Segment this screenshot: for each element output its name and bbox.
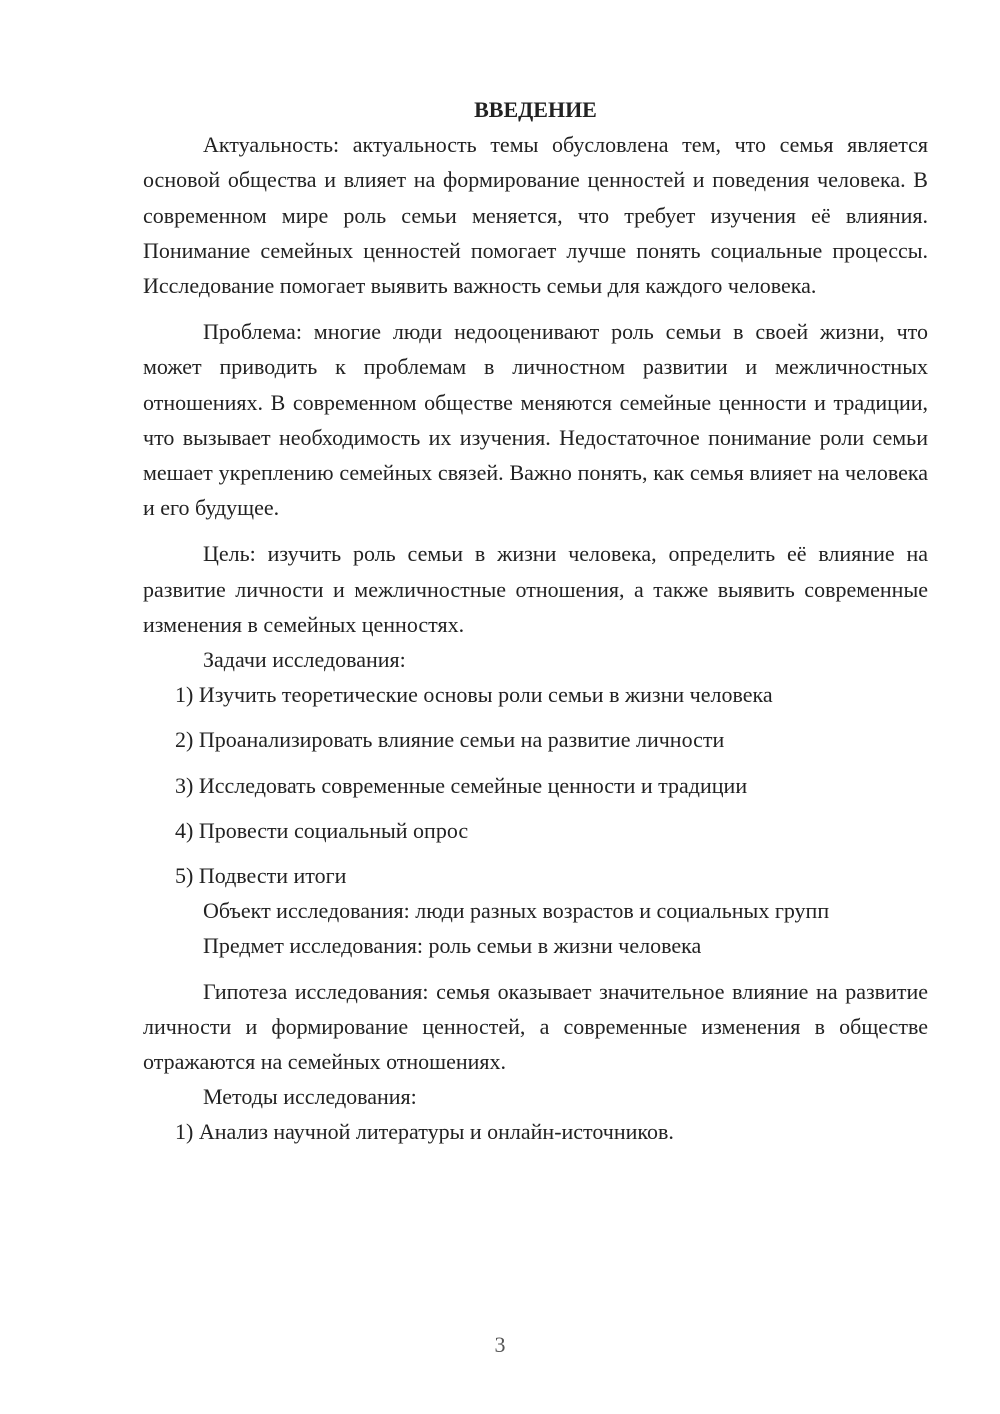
tasks-list [143,677,928,893]
problem-paragraph: Проблема: многие люди недооценивают роль семьи в своей жизни, что может приводить к проблемам в личностном развитии и межличностных отношениях. В современном обществе меняются семейные ценности и традиции, что вызывает необходимость их изучения. Недостаточное понимание роли семьи мешает укреплению семейных связей. Важно понять, как семья влияет на человека и его будущее. [143,319,928,521]
section-title: ВВЕДЕНИЕ [474,97,597,122]
task-item: 3) Исследовать современные семейные ценности и традиции [175,772,748,798]
method-item: 1) Анализ научной литературы и онлайн-источников. [175,1119,674,1145]
methods-heading: Методы исследования: [203,1084,417,1110]
page-number: 3 [494,1332,506,1357]
research-object: Объект исследования: люди разных возрастов и социальных групп [203,898,830,924]
task-item: 5) Подвести итоги [175,863,347,889]
methods-list [143,1114,928,1149]
relevance-paragraph: Актуальность: актуальность темы обусловлена тем, что семья является основой общества и влияет на формирование ценностей и поведения человека. В современном мире роль семьи меняется, что требует изучения её влияния. Понимание семейных ценностей помогает лучше понять социальные процессы. Исследование помогает выявить важность семьи для каждого человека. [143,132,928,299]
task-item: 1) Изучить теоретические основы роли семьи в жизни человека [175,682,773,708]
hypothesis-paragraph: Гипотеза исследования: семья оказывает значительное влияние на развитие личности и формирование ценностей, а современные изменения в обществе отражаются на семейных отношениях. [143,978,928,1075]
tasks-heading: Задачи исследования: [203,647,406,673]
task-item: 2) Проанализировать влияние семьи на развитие личности [175,727,725,753]
goal-paragraph: Цель: изучить роль семьи в жизни человека, определить её влияние на развитие личности и межличностные отношения, а также выявить современные изменения в семейных ценностях. [143,541,928,637]
task-item: 4) Провести социальный опрос [175,817,469,843]
research-subject: Предмет исследования: роль семьи в жизни человека [203,933,702,959]
page-content [143,92,928,1150]
